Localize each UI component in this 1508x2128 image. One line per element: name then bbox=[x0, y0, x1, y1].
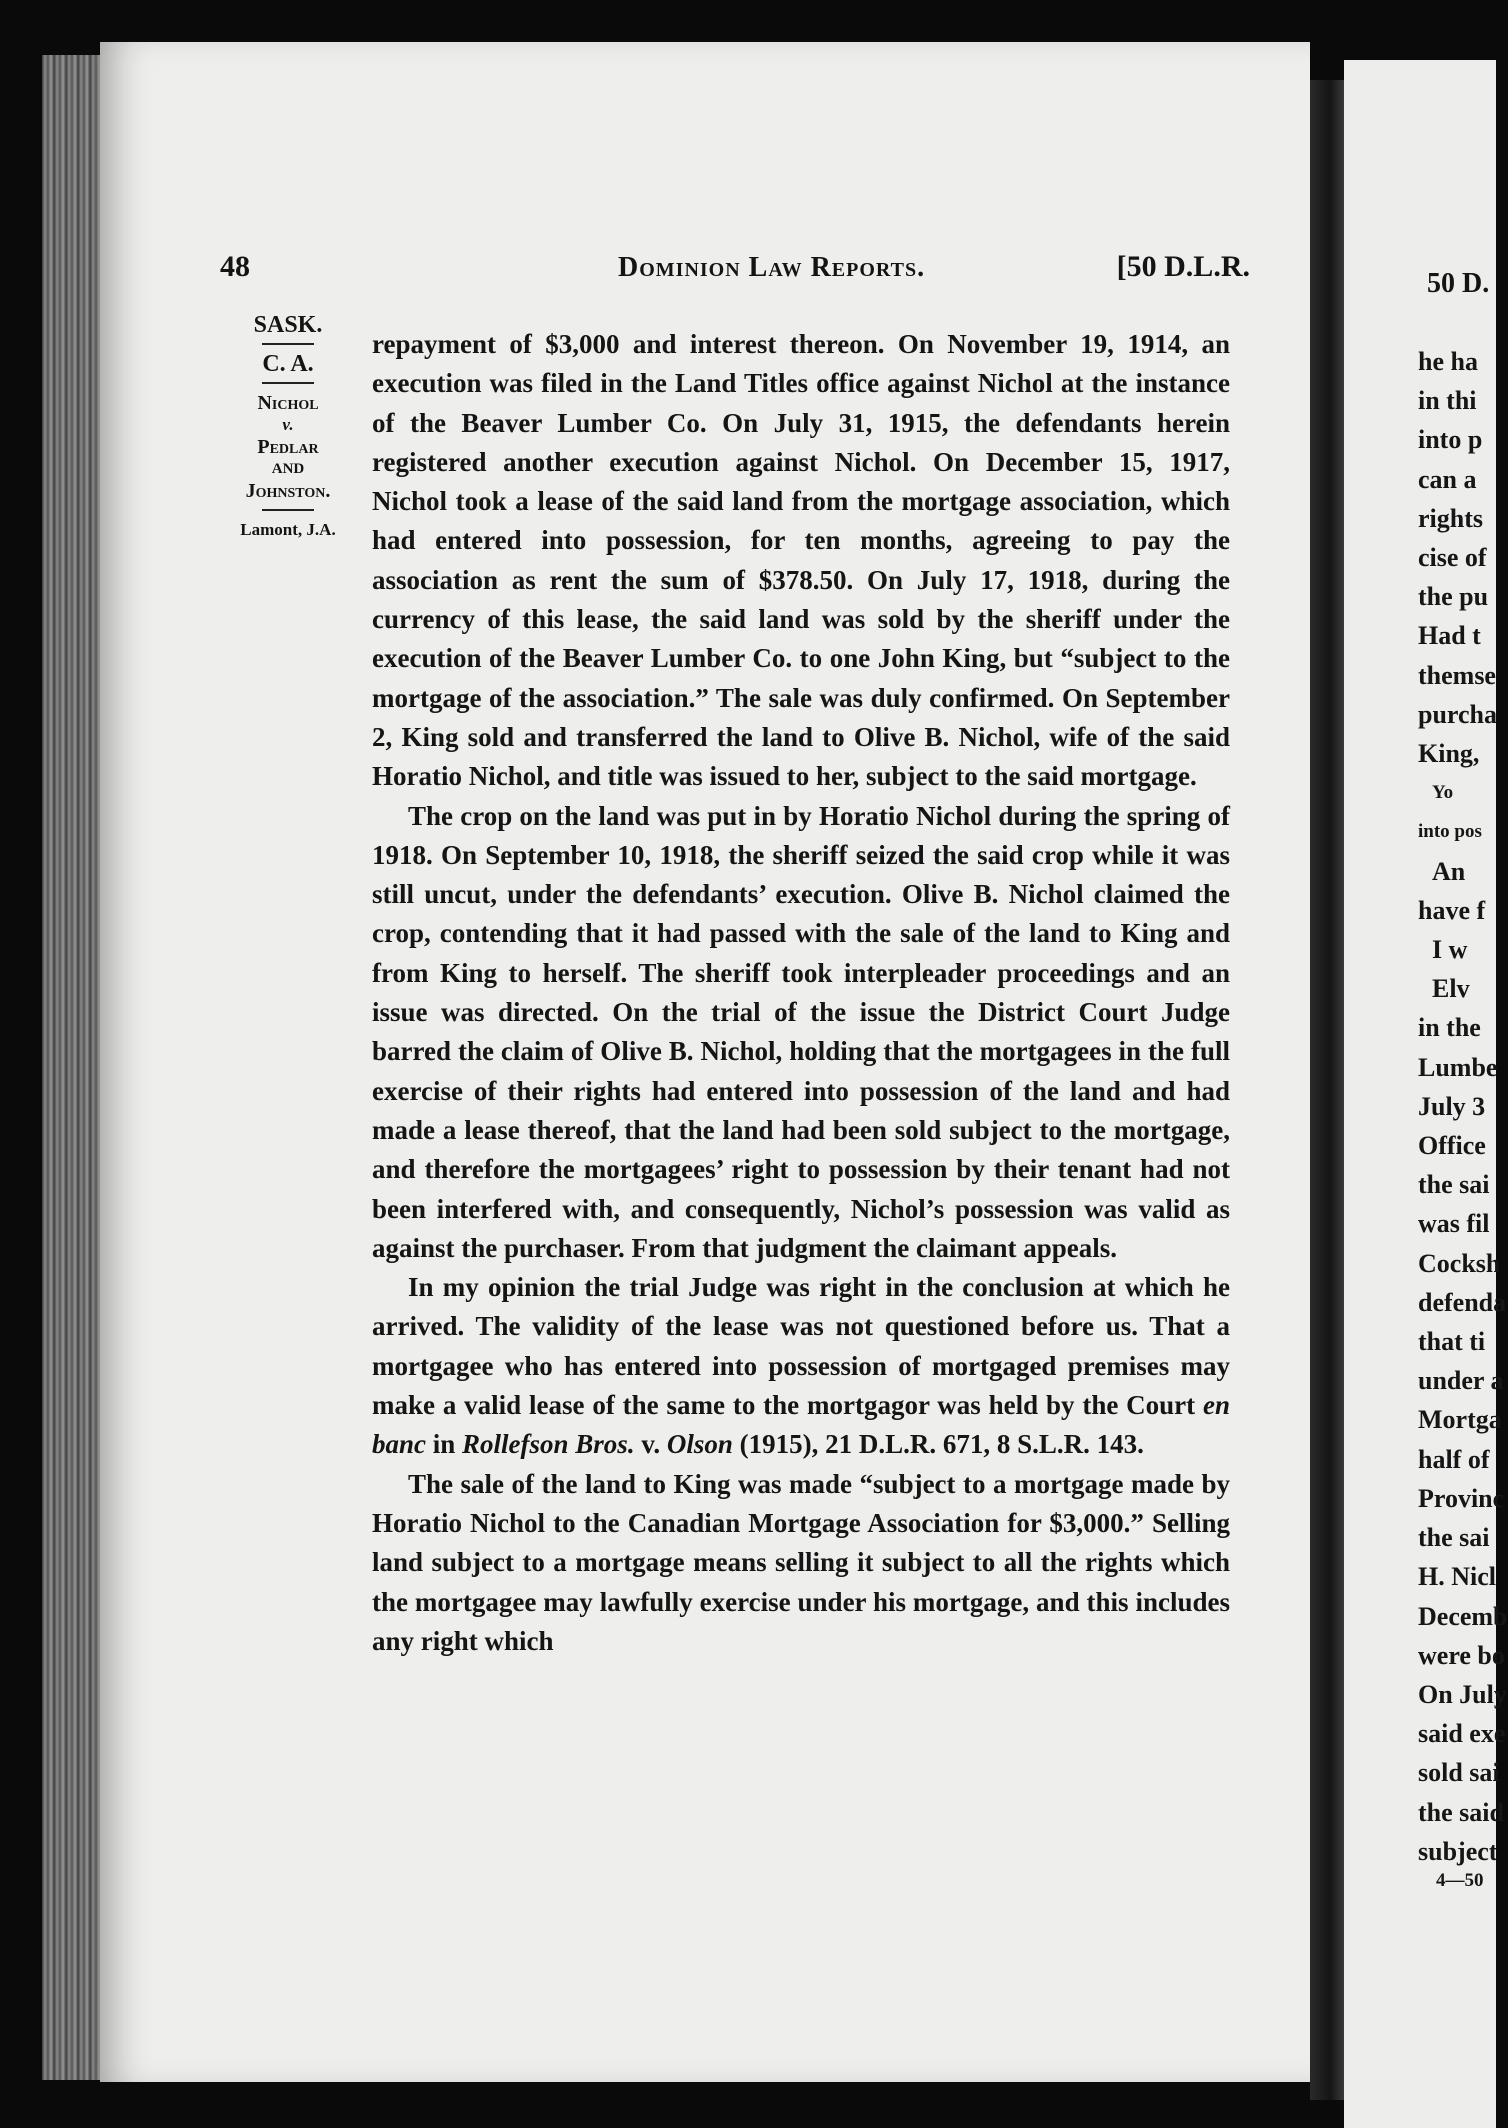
right-page-line: cise of bbox=[1418, 543, 1487, 573]
right-page-line: sold sai bbox=[1418, 1758, 1500, 1788]
paragraph-3 bbox=[372, 1268, 1230, 1464]
sidenote-party-2: Pedlar bbox=[257, 436, 319, 458]
judgment-text bbox=[372, 325, 1230, 1661]
sidenote-and: AND bbox=[271, 461, 305, 477]
right-page-line: H. Nicl bbox=[1418, 1562, 1496, 1592]
case-name-1: Rollefson Bros. bbox=[462, 1429, 635, 1460]
paragraph-1: repayment of $3,000 and interest thereon. On November 19, 1914, an execution was filed in the Land Titles office against Nichol at the instance of the Beaver Lumber Co. On July 31, 1915, the defendants herein registered another execution against Nichol. On December 15, 1917, Nichol took a lease of the said land from the mortgage association, which had entered into possession, for ten months, agreeing to pay the association as rent the sum of $378.50. On July 17, 1918, during the currency of this lease, the said land was sold by the sheriff under the execution of the Beaver Lumber Co. to one John King, but “subject to the mortgage of the association.” The sale was duly confirmed. On September 2, King sold and transferred the land to Olive B. Nichol, wife of the said Horatio Nichol, and title was issued to her, subject to the said mortgage. bbox=[372, 329, 1230, 792]
right-page-line: half of bbox=[1418, 1444, 1490, 1474]
sidenote-rule bbox=[262, 509, 314, 511]
right-page-line: I w bbox=[1432, 935, 1468, 965]
sidenote-rule bbox=[262, 343, 314, 345]
sidenote-province: SASK. bbox=[253, 312, 323, 338]
right-page-line: Had t bbox=[1418, 621, 1481, 651]
right-page-footer: 4—50 bbox=[1436, 1870, 1484, 1891]
right-page-line: purcha bbox=[1418, 699, 1497, 729]
citation-phrase: en banc bbox=[372, 1390, 1231, 1460]
right-page-line: Lumbe bbox=[1418, 1052, 1498, 1082]
right-page-line: On July bbox=[1418, 1679, 1507, 1709]
running-title: Dominion Law Reports. bbox=[618, 252, 926, 283]
sidenote-party-3: Johnston. bbox=[245, 480, 331, 502]
paragraph-4: The sale of the land to King was made “subject to a mortgage made by Horatio Nichol to the Canadian Mortgage Association for $3,000.” Selling land subject to a mortgage means selling it subject to all the rights which the mortgagee may lawfully exercise under his mortgage, and this includes any right which bbox=[372, 1468, 1230, 1656]
right-page-lines bbox=[1418, 342, 1508, 1871]
right-page-line: Office bbox=[1418, 1131, 1486, 1161]
right-page-line: the sai bbox=[1418, 1170, 1490, 1200]
right-page-line: Decemb bbox=[1418, 1601, 1508, 1631]
sidenote-court: C. A. bbox=[262, 351, 314, 377]
right-page-line: subject bbox=[1418, 1836, 1498, 1866]
page-number: 48 bbox=[220, 250, 250, 283]
right-page-line: rights bbox=[1418, 503, 1483, 533]
book-gutter bbox=[1310, 80, 1344, 2100]
right-page-line: said exe bbox=[1418, 1719, 1506, 1749]
right-page-line: in thi bbox=[1418, 386, 1477, 416]
right-page-line: Provinc bbox=[1418, 1483, 1505, 1513]
right-page-line: Cocksh bbox=[1418, 1248, 1501, 1278]
right-page-line: have f bbox=[1418, 895, 1486, 925]
sidenote-versus: v. bbox=[282, 415, 294, 434]
right-page-line: Mortga bbox=[1418, 1405, 1502, 1435]
citation-reference: (1915), 21 D.L.R. 671, 8 S.L.R. 143. bbox=[739, 1429, 1144, 1460]
paragraph-3-text: In my opinion the trial Judge was right in the conclusion at which he arrived. The validity of the lease was not questioned before us. That a mortgagee who has entered into possession of mortgaged premises may make a valid lease of the same to the mortgagor was held by the Court bbox=[372, 1272, 1230, 1421]
right-page-line: in the bbox=[1418, 1013, 1481, 1043]
right-page-line: under a bbox=[1418, 1366, 1504, 1396]
right-page-line: Elv bbox=[1432, 974, 1470, 1004]
right-page-line: that ti bbox=[1418, 1327, 1486, 1357]
right-page-line: the sai bbox=[1418, 1523, 1490, 1553]
page-header bbox=[220, 250, 1250, 290]
paragraph-3-text: v. bbox=[641, 1429, 661, 1460]
volume-reference: [50 D.L.R. bbox=[1116, 250, 1250, 283]
right-page-line: were bo bbox=[1418, 1640, 1505, 1670]
right-page-line: Yo bbox=[1432, 782, 1454, 804]
right-page-line: King, bbox=[1418, 739, 1480, 769]
right-page-header: 50 D. bbox=[1427, 268, 1490, 299]
sidenote-rule bbox=[262, 382, 314, 384]
right-page-line: themse bbox=[1418, 660, 1496, 690]
right-page-line: the said bbox=[1418, 1797, 1504, 1827]
case-sidenote bbox=[222, 312, 354, 543]
sidenote-party-1: Nichol bbox=[257, 392, 319, 414]
case-name-2: Olson bbox=[666, 1429, 733, 1460]
right-page-line: was fil bbox=[1418, 1209, 1490, 1239]
sidenote-judge: Lamont, J.A. bbox=[240, 520, 336, 539]
right-page-line: into pos bbox=[1418, 821, 1482, 843]
right-page-line: defenda bbox=[1418, 1287, 1507, 1317]
right-page-line: into p bbox=[1418, 425, 1483, 455]
right-page-line: the pu bbox=[1418, 582, 1489, 612]
right-page-line: July 3 bbox=[1418, 1091, 1486, 1121]
paragraph-3-text: in bbox=[432, 1429, 456, 1460]
paragraph-2: The crop on the land was put in by Horatio Nichol during the spring of 1918. On September 10, 1918, the sheriff seized the said crop while it was still uncut, under the defendants’ execution. Olive B. Nichol claimed the crop, contending that it had passed with the sale of the land to King and from King to herself. The sheriff took interpleader proceedings and an issue was directed. On the trial of the issue the District Court Judge barred the claim of Olive B. Nichol, holding that the mortgagees in the full exercise of their rights had entered into possession of the land and had made a lease thereof, that the land had been sold subject to the mortgage, and therefore the mortgagees’ right to possession by their tenant had not been interfered with, and consequently, Nichol’s possession was valid as against the purchaser. From that judgment the claimant appeals. bbox=[372, 800, 1230, 1263]
right-page-line: he ha bbox=[1418, 347, 1478, 376]
right-page-line: An bbox=[1432, 856, 1466, 886]
right-page-line: can a bbox=[1418, 464, 1477, 494]
